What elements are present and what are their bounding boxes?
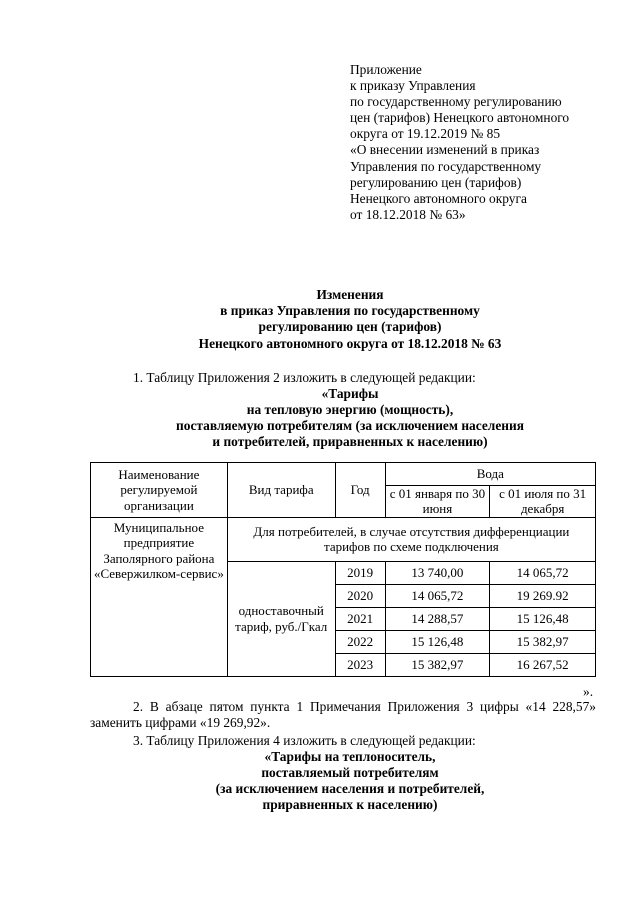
value-cell: 14 065,72 — [490, 561, 596, 584]
header-org: Наименование регулируемой организации — [91, 463, 228, 518]
table-title-line: «Тарифы — [321, 386, 379, 401]
year-cell: 2019 — [335, 561, 385, 584]
appendix-line: к приказу Управления — [350, 78, 476, 94]
value-cell: 13 740,00 — [385, 561, 490, 584]
value-cell: 15 126,48 — [385, 630, 490, 653]
title-line: Изменения — [316, 287, 384, 302]
table-1-title — [100, 386, 600, 450]
item-2-line-1: 2. В абзаце пятом пункта 1 Примечания Приложения 3 цифры «14 228,57» — [133, 699, 596, 714]
item-1-text: 1. Таблицу Приложения 2 изложить в следующей редакции: — [133, 370, 476, 385]
value-cell: 15 382,97 — [490, 630, 596, 653]
document-title — [80, 287, 620, 352]
item-3-text: 3. Таблицу Приложения 4 изложить в следующей редакции: — [133, 733, 476, 748]
appendix-line: Управления по государственному — [350, 158, 542, 174]
value-cell: 14 288,57 — [385, 607, 490, 630]
item-2-line-2: заменить цифрами «19 269,92». — [90, 715, 271, 730]
item-2-text — [90, 699, 596, 731]
header-period-2: с 01 июля по 31 декабря — [490, 486, 596, 518]
year-cell: 2022 — [335, 630, 385, 653]
appendix-line: Приложение — [350, 62, 422, 77]
table-title-line: (за исключением населения и потребителей, — [215, 781, 485, 797]
table-title-line: и потребителей, приравненных к населению) — [212, 434, 488, 450]
title-line: регулированию цен (тарифов) — [258, 319, 442, 335]
title-line: Ненецкого автономного округа от 18.12.2018 № 63 — [198, 335, 502, 351]
year-cell: 2020 — [335, 584, 385, 607]
table-title-line: поставляемый потребителям — [261, 765, 439, 781]
org-name-cell: Муниципальное предприятие Заполярного района «Севержилком-сервис» — [91, 517, 228, 676]
header-year: Год — [335, 463, 385, 518]
appendix-line: цен (тарифов) Ненецкого автономного — [350, 110, 570, 126]
appendix-line: по государственному регулированию — [350, 94, 562, 110]
appendix-line: Ненецкого автономного округа — [350, 190, 527, 206]
appendix-line: «О внесении изменений в приказ — [350, 142, 540, 158]
table-closing-mark: ». — [583, 684, 594, 699]
value-cell: 15 126,48 — [490, 607, 596, 630]
appendix-line: округа от 19.12.2019 № 85 — [350, 126, 501, 142]
value-cell: 14 065,72 — [385, 584, 490, 607]
header-water: Вода — [385, 463, 595, 486]
value-cell: 16 267,52 — [490, 653, 596, 676]
appendix-line: от 18.12.2018 № 63» — [350, 206, 466, 222]
header-tariff-type: Вид тарифа — [227, 463, 335, 518]
table-title-line: поставляемую потребителям (за исключением населения — [176, 418, 524, 434]
table-title-line: приравненных к населению) — [262, 797, 438, 813]
tariff-name-cell: одноставочный тариф, руб./Гкал — [227, 561, 335, 676]
value-cell: 19 269.92 — [490, 584, 596, 607]
appendix-line: регулированию цен (тарифов) — [350, 174, 522, 190]
year-cell: 2021 — [335, 607, 385, 630]
table-2-title — [100, 749, 600, 813]
consumer-note-cell: Для потребителей, в случае отсутствия дифференциации тарифов по схеме подключения — [227, 517, 595, 561]
year-cell: 2023 — [335, 653, 385, 676]
header-period-1: с 01 января по 30 июня — [385, 486, 490, 518]
table-header-row — [91, 463, 596, 486]
value-cell: 15 382,97 — [385, 653, 490, 676]
table-row — [91, 517, 596, 561]
tariff-table — [90, 462, 596, 677]
table-title-line: на тепловую энергию (мощность), — [246, 402, 454, 418]
table-title-line: «Тарифы на теплоноситель, — [264, 749, 436, 764]
appendix-header — [350, 62, 635, 223]
title-line: в приказ Управления по государственному — [220, 303, 480, 319]
